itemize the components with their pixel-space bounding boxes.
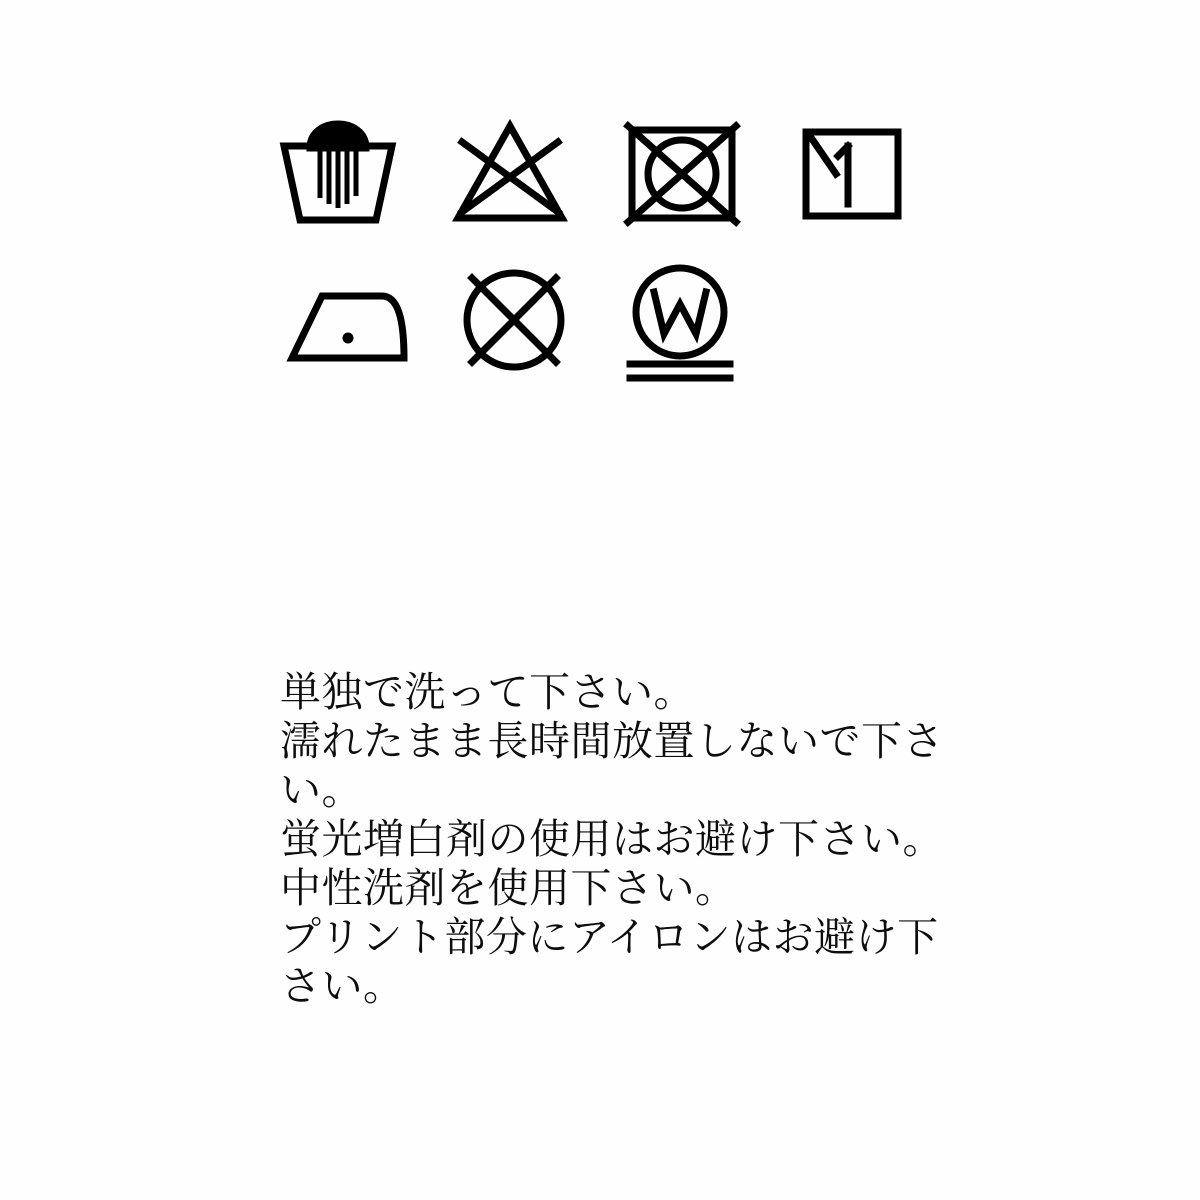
iron-low-heat-icon [286, 258, 410, 382]
hand-wash-icon [276, 112, 400, 236]
do-not-bleach-icon [448, 112, 572, 236]
care-instruction-line: プリント部分にアイロンはお避け下さい。 [280, 913, 939, 1010]
care-instructions-block [280, 668, 960, 1011]
care-symbol-group [276, 112, 916, 382]
care-instruction-line: 蛍光増白剤の使用はお避け下さい。 [280, 815, 944, 863]
care-instruction-line: 単独で洗って下さい。 [280, 668, 695, 716]
wet-clean-gentle-icon [618, 258, 742, 382]
line-dry-in-shade-icon [792, 112, 916, 236]
do-not-tumble-dry-icon [620, 112, 744, 236]
care-symbol-row-2 [286, 258, 916, 382]
care-instruction-line: 濡れたまま長時間放置しないで下さい。 [280, 717, 944, 814]
care-instruction-line: 中性洗剤を使用下さい。 [280, 864, 737, 912]
care-symbol-row-1 [276, 112, 916, 236]
do-not-dry-clean-icon [452, 258, 576, 382]
